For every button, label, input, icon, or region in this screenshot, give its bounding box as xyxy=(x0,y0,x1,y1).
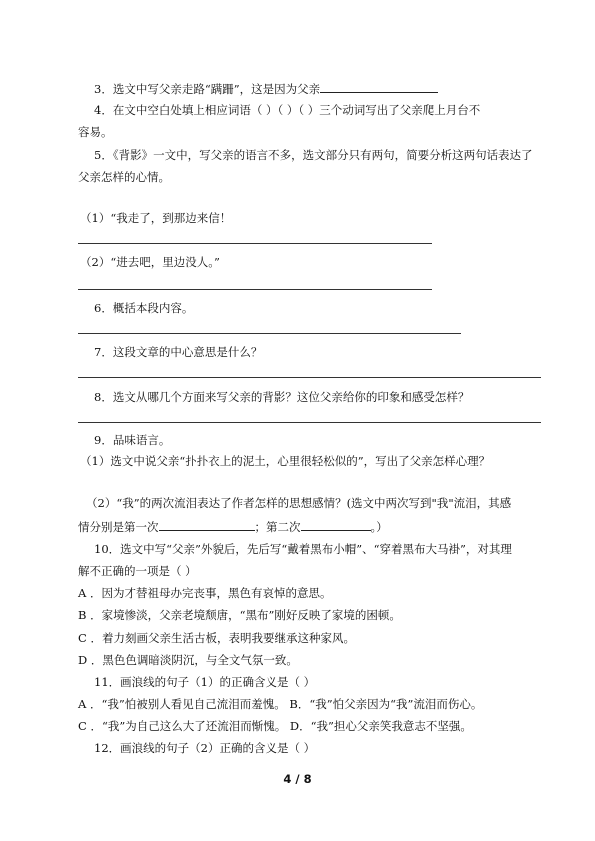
question-8: 8．选文从哪几个方面来写父亲的背影？这位父亲给你的印象和感受怎样？ xyxy=(94,390,470,404)
option-d[interactable]: D ．黑色色调暗淡阴沉，与全文气氛一致。 xyxy=(78,653,298,667)
question-3: 3．选文中写父亲走路“蹒跚”，这是因为父亲 xyxy=(94,80,438,97)
option-a[interactable]: A ．因为才替祖母办完丧事，黑色有哀悼的意思。 xyxy=(78,586,332,600)
question-12: 12．画浪线的句子（2）正确的含义是（ ） xyxy=(94,741,316,755)
answer-line[interactable] xyxy=(78,243,432,244)
question-7: 7．这段文章的中心意思是什么？ xyxy=(94,345,263,359)
answer-line[interactable] xyxy=(78,377,541,378)
question-5-2: （2）“进去吧，里边没人。” xyxy=(80,255,220,269)
option-b[interactable]: B ．家境惨淡，父亲老境颓唐，“黑布”刚好反映了家境的困顿。 xyxy=(78,608,401,622)
question-5-cont: 父亲怎样的心情。 xyxy=(78,170,170,184)
question-11-options-ab[interactable]: A ．“我”怕被别人看见自己流泪而羞愧。 B．“我”怕父亲因为“我”流泪而伤心。 xyxy=(78,697,483,711)
question-10: 10．选文中写“父亲”外貌后，先后写“戴着黑布小帽”、“穿着黑布大马褂”，对其理 xyxy=(94,542,512,556)
question-11-options-cd[interactable]: C ．“我”为自己这么大了还流泪而惭愧。 D．“我”担心父亲笑我意志不坚强。 xyxy=(78,719,472,733)
question-5: 5．《背影》一文中，写父亲的语言不多，选文部分只有两句，简要分析这两句话表达了 xyxy=(94,148,533,162)
answer-line[interactable] xyxy=(78,289,432,290)
question-4: 4．在文中空白处填上相应词语（ ）（ ）（ ）三个动词写出了父亲爬上月台不 xyxy=(94,103,481,117)
answer-blank-first[interactable] xyxy=(159,518,255,531)
question-9-2: （2）“我”的两次流泪表达了作者怎样的思想感情？(选文中两次写到"我"流泪，其感 xyxy=(86,496,512,510)
option-c[interactable]: C ．着力刻画父亲生活古板，表明我要继承这种家风。 xyxy=(78,631,355,645)
question-9-1: （1）选文中说父亲“扑扑衣上的泥土，心里很轻松似的”，写出了父亲怎样心理？ xyxy=(80,454,491,468)
answer-line[interactable] xyxy=(78,422,541,423)
answer-blank-second[interactable] xyxy=(301,518,371,531)
question-11: 11．画浪线的句子（1）的正确含义是（ ） xyxy=(94,675,316,689)
question-4-cont: 容易。 xyxy=(78,125,113,139)
page-number: 4 / 8 xyxy=(283,772,312,786)
question-9-2-cont: 情分别是第一次 ；第二次 。） xyxy=(78,520,388,534)
answer-blank[interactable] xyxy=(320,80,438,93)
question-10-cont: 解不正确的一项是（ ） xyxy=(78,564,197,578)
question-9: 9．品味语言。 xyxy=(94,433,171,447)
question-6: 6．概括本段内容。 xyxy=(94,301,194,315)
question-5-1: （1）“我走了，到那边来信！ xyxy=(80,211,232,225)
answer-line[interactable] xyxy=(78,333,461,334)
